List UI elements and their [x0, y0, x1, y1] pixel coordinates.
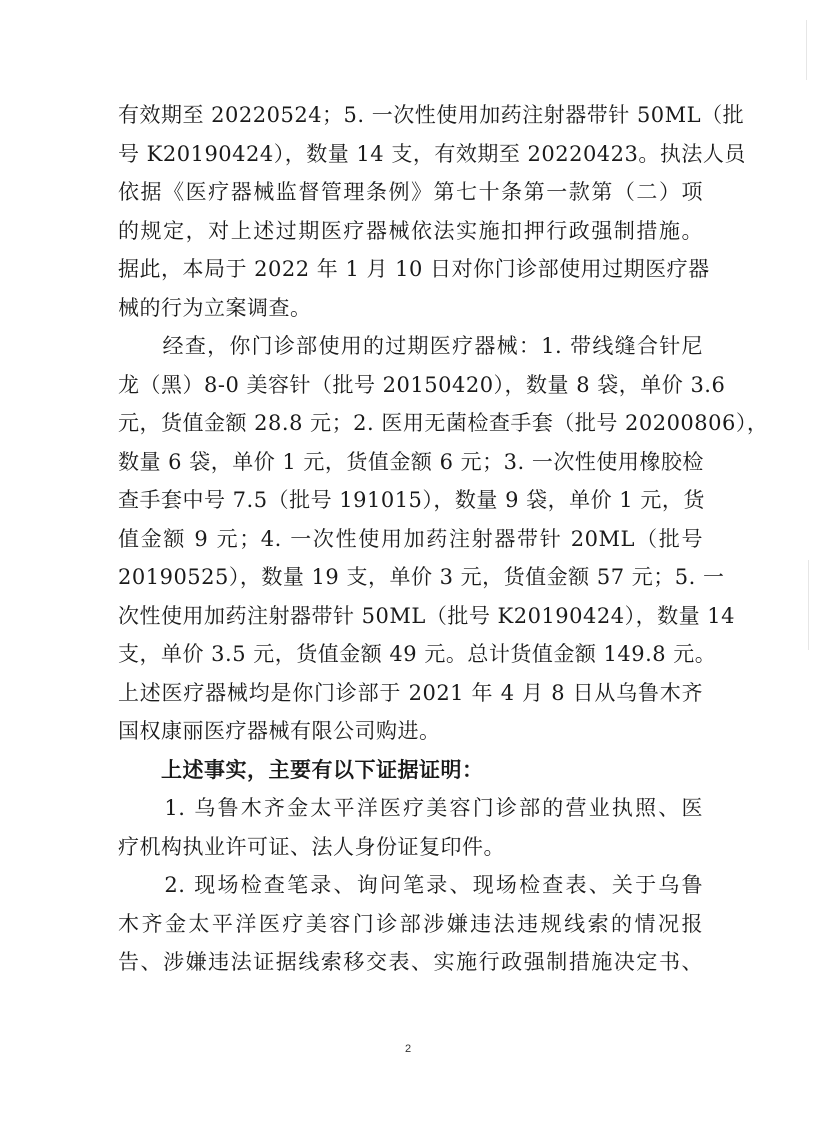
text-line: 龙（黑）8-0 美容针（批号 20150420），数量 8 袋，单价 3.6 [118, 372, 726, 397]
text-line: 查手套中号 7.5（批号 191015），数量 9 袋，单价 1 元，货 [118, 488, 705, 512]
text-line: 的规定，对上述过期医疗器械依法实施扣押行政强制措施。 [118, 218, 703, 243]
scan-edge-mark [806, 20, 807, 80]
text-line: 2. 现场检查笔录、询问笔录、现场检查表、关于乌鲁 [118, 873, 703, 897]
text-line: 20190525），数量 19 支，单价 3 元，货值金额 57 元；5. 一 [118, 565, 725, 589]
text-line: 号 K20190424），数量 14 支，有效期至 20220423。执法人员 [118, 141, 746, 166]
scan-edge-mark [808, 560, 809, 650]
text-line: 木齐金太平洋医疗美容门诊部涉嫌违法违规线索的情况报 [118, 911, 703, 936]
text-line: 1. 乌鲁木齐金太平洋医疗美容门诊部的营业执照、医 [118, 796, 703, 820]
section-heading: 上述事实，主要有以下证据证明： [118, 756, 484, 782]
text-line: 次性使用加药注射器带针 50ML（批号 K20190424），数量 14 [118, 603, 735, 628]
text-line: 支，单价 3.5 元，货值金额 49 元。总计货值金额 149.8 元。 [118, 642, 717, 666]
text-line: 元，货值金额 28.8 元；2. 医用无菌检查手套（批号 20200806）， [118, 411, 769, 435]
text-line: 上述医疗器械均是你门诊部于 2021 年 4 月 8 日从乌鲁木齐 [118, 680, 703, 705]
text-line: 数量 6 袋，单价 1 元，货值金额 6 元；3. 一次性使用橡胶检 [118, 449, 704, 474]
text-line: 据此，本局于 2022 年 1 月 10 日对你门诊部使用过期医疗器 [118, 257, 710, 281]
text-line: 国权康丽医疗器械有限公司购进。 [118, 719, 441, 743]
text-line: 依据《医疗器械监督管理条例》第七十条第一款第（二）项 [118, 180, 703, 204]
text-line: 告、涉嫌违法证据线索移交表、实施行政强制措施决定书、 [118, 950, 703, 974]
text-line: 值金额 9 元；4. 一次性使用加药注射器带针 20ML（批号 [118, 526, 703, 551]
text-line: 经查，你门诊部使用的过期医疗器械：1. 带线缝合针尼 [118, 334, 703, 358]
text-line: 有效期至 20220524；5. 一次性使用加药注射器带针 50ML（批 [118, 103, 745, 127]
document-body [118, 96, 769, 982]
page-number: 2 [404, 1043, 412, 1055]
text-line: 械的行为立案调查。 [118, 295, 312, 320]
text-line: 疗机构执业许可证、法人身份证复印件。 [118, 834, 505, 859]
